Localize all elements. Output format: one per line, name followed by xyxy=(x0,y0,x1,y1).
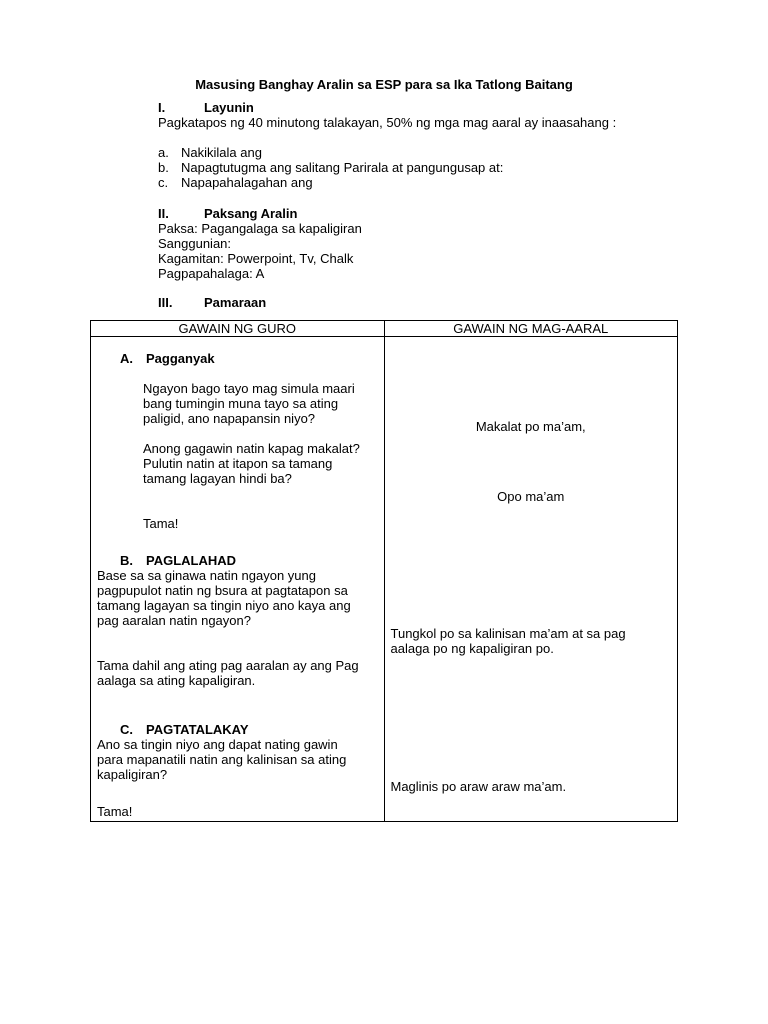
text-line: Pulutin natin at itapon sa tamang xyxy=(143,456,333,471)
text-line: pag aaralan natin ngayon? xyxy=(97,613,251,628)
sanggunian-line: Sanggunian: xyxy=(158,236,232,251)
text-line: pagpupulot natin ng bsura at pagtatapon sa xyxy=(97,583,348,598)
section-title: Layunin xyxy=(204,100,254,115)
section-number: I. xyxy=(158,100,166,115)
section-title: Paksang Aralin xyxy=(204,206,298,221)
mag-aaral-cell xyxy=(384,337,678,822)
text-line: paligid, ano napapansin niyo? xyxy=(143,411,316,426)
text-line: Tungkol po sa kalinisan ma’am at sa pag xyxy=(390,626,626,641)
response-3 xyxy=(391,626,626,656)
text-line: tamang lagayan sa tingin niyo ano kaya ang xyxy=(97,598,351,613)
section-number: III. xyxy=(158,295,173,310)
list-text: Nakikilala ang xyxy=(181,145,262,160)
text-line: Tama dahil ang ating pag aaralan ay ang Pag xyxy=(97,658,359,673)
text-line: aalaga po ng kapaligiran po. xyxy=(390,641,554,656)
paksa-line: Paksa: Pagangalaga sa kapaligiran xyxy=(158,221,362,236)
lesson-table xyxy=(90,320,678,822)
block-title: Pagganyak xyxy=(146,351,215,366)
block-title: PAGTATALAKAY xyxy=(146,722,249,737)
list-text: Napapahalagahan ang xyxy=(181,175,313,190)
block-b-paragraph-2 xyxy=(97,658,359,688)
text-line: para mapanatili natin ang kalinisan sa ating xyxy=(97,752,347,767)
text-line: tamang lagayan hindi ba? xyxy=(143,471,292,486)
list-marker: b. xyxy=(158,160,169,175)
list-text: Napagtutugma ang salitang Parirala at pangungusap at: xyxy=(181,160,504,175)
section-pamaraan xyxy=(158,295,718,310)
text-line: Anong gagawin natin kapag makalat? xyxy=(143,441,360,456)
list-marker: c. xyxy=(158,175,169,190)
list-marker: a. xyxy=(158,145,169,160)
block-a-paragraph-3: Tama! xyxy=(143,516,179,531)
block-a-paragraph-2 xyxy=(143,441,360,486)
block-title: PAGLALAHAD xyxy=(146,553,237,568)
block-c-paragraph-2: Tama! xyxy=(97,804,133,819)
block-a-heading xyxy=(120,351,215,366)
text-line: bang tumingin muna tayo sa ating xyxy=(143,396,339,411)
block-b-paragraph-1 xyxy=(97,568,351,628)
list-item xyxy=(158,145,718,160)
list-item xyxy=(158,175,718,190)
response-1: Makalat po ma’am, xyxy=(475,419,586,434)
section-heading xyxy=(158,295,718,310)
section-number: II. xyxy=(158,206,169,221)
text-line: kapaligiran? xyxy=(97,767,168,782)
table-header-row xyxy=(91,321,678,337)
header-guro: GAWAIN NG GURO xyxy=(91,321,385,337)
block-marker: A. xyxy=(120,351,133,366)
block-c-paragraph-1 xyxy=(97,737,346,782)
block-marker: C. xyxy=(120,722,133,737)
guro-cell xyxy=(91,337,385,822)
block-marker: B. xyxy=(120,553,133,568)
response-4: Maglinis po araw araw ma’am. xyxy=(390,779,567,794)
text-line: Ano sa tingin niyo ang dapat nating gawin xyxy=(97,737,338,752)
text-line: Ngayon bago tayo mag simula maari xyxy=(143,381,355,396)
section-heading xyxy=(158,206,718,221)
table-row xyxy=(91,337,678,822)
text-line: aalaga sa ating kapaligiran. xyxy=(97,673,256,688)
block-c-heading xyxy=(120,722,249,737)
document-title: Masusing Banghay Aralin sa ESP para sa Ika Tatlong Baitang xyxy=(195,77,573,92)
section-title: Pamaraan xyxy=(204,295,267,310)
response-2: Opo ma’am xyxy=(497,489,565,504)
kagamitan-line: Kagamitan: Powerpoint, Tv, Chalk xyxy=(158,251,354,266)
section-layunin xyxy=(158,100,718,190)
block-a-paragraph-1 xyxy=(143,381,355,426)
section-heading xyxy=(158,100,718,115)
header-mag-aaral: GAWAIN NG MAG-AARAL xyxy=(384,321,678,337)
list-item xyxy=(158,160,718,175)
pagpapahalaga-line: Pagpapahalaga: A xyxy=(158,266,265,281)
section-paksang-aralin xyxy=(158,206,718,281)
layunin-intro: Pagkatapos ng 40 minutong talakayan, 50% ng mga mag aaral ay inaasahang : xyxy=(158,115,617,130)
block-b-heading xyxy=(120,553,236,568)
text-line: Base sa sa ginawa natin ngayon yung xyxy=(97,568,316,583)
